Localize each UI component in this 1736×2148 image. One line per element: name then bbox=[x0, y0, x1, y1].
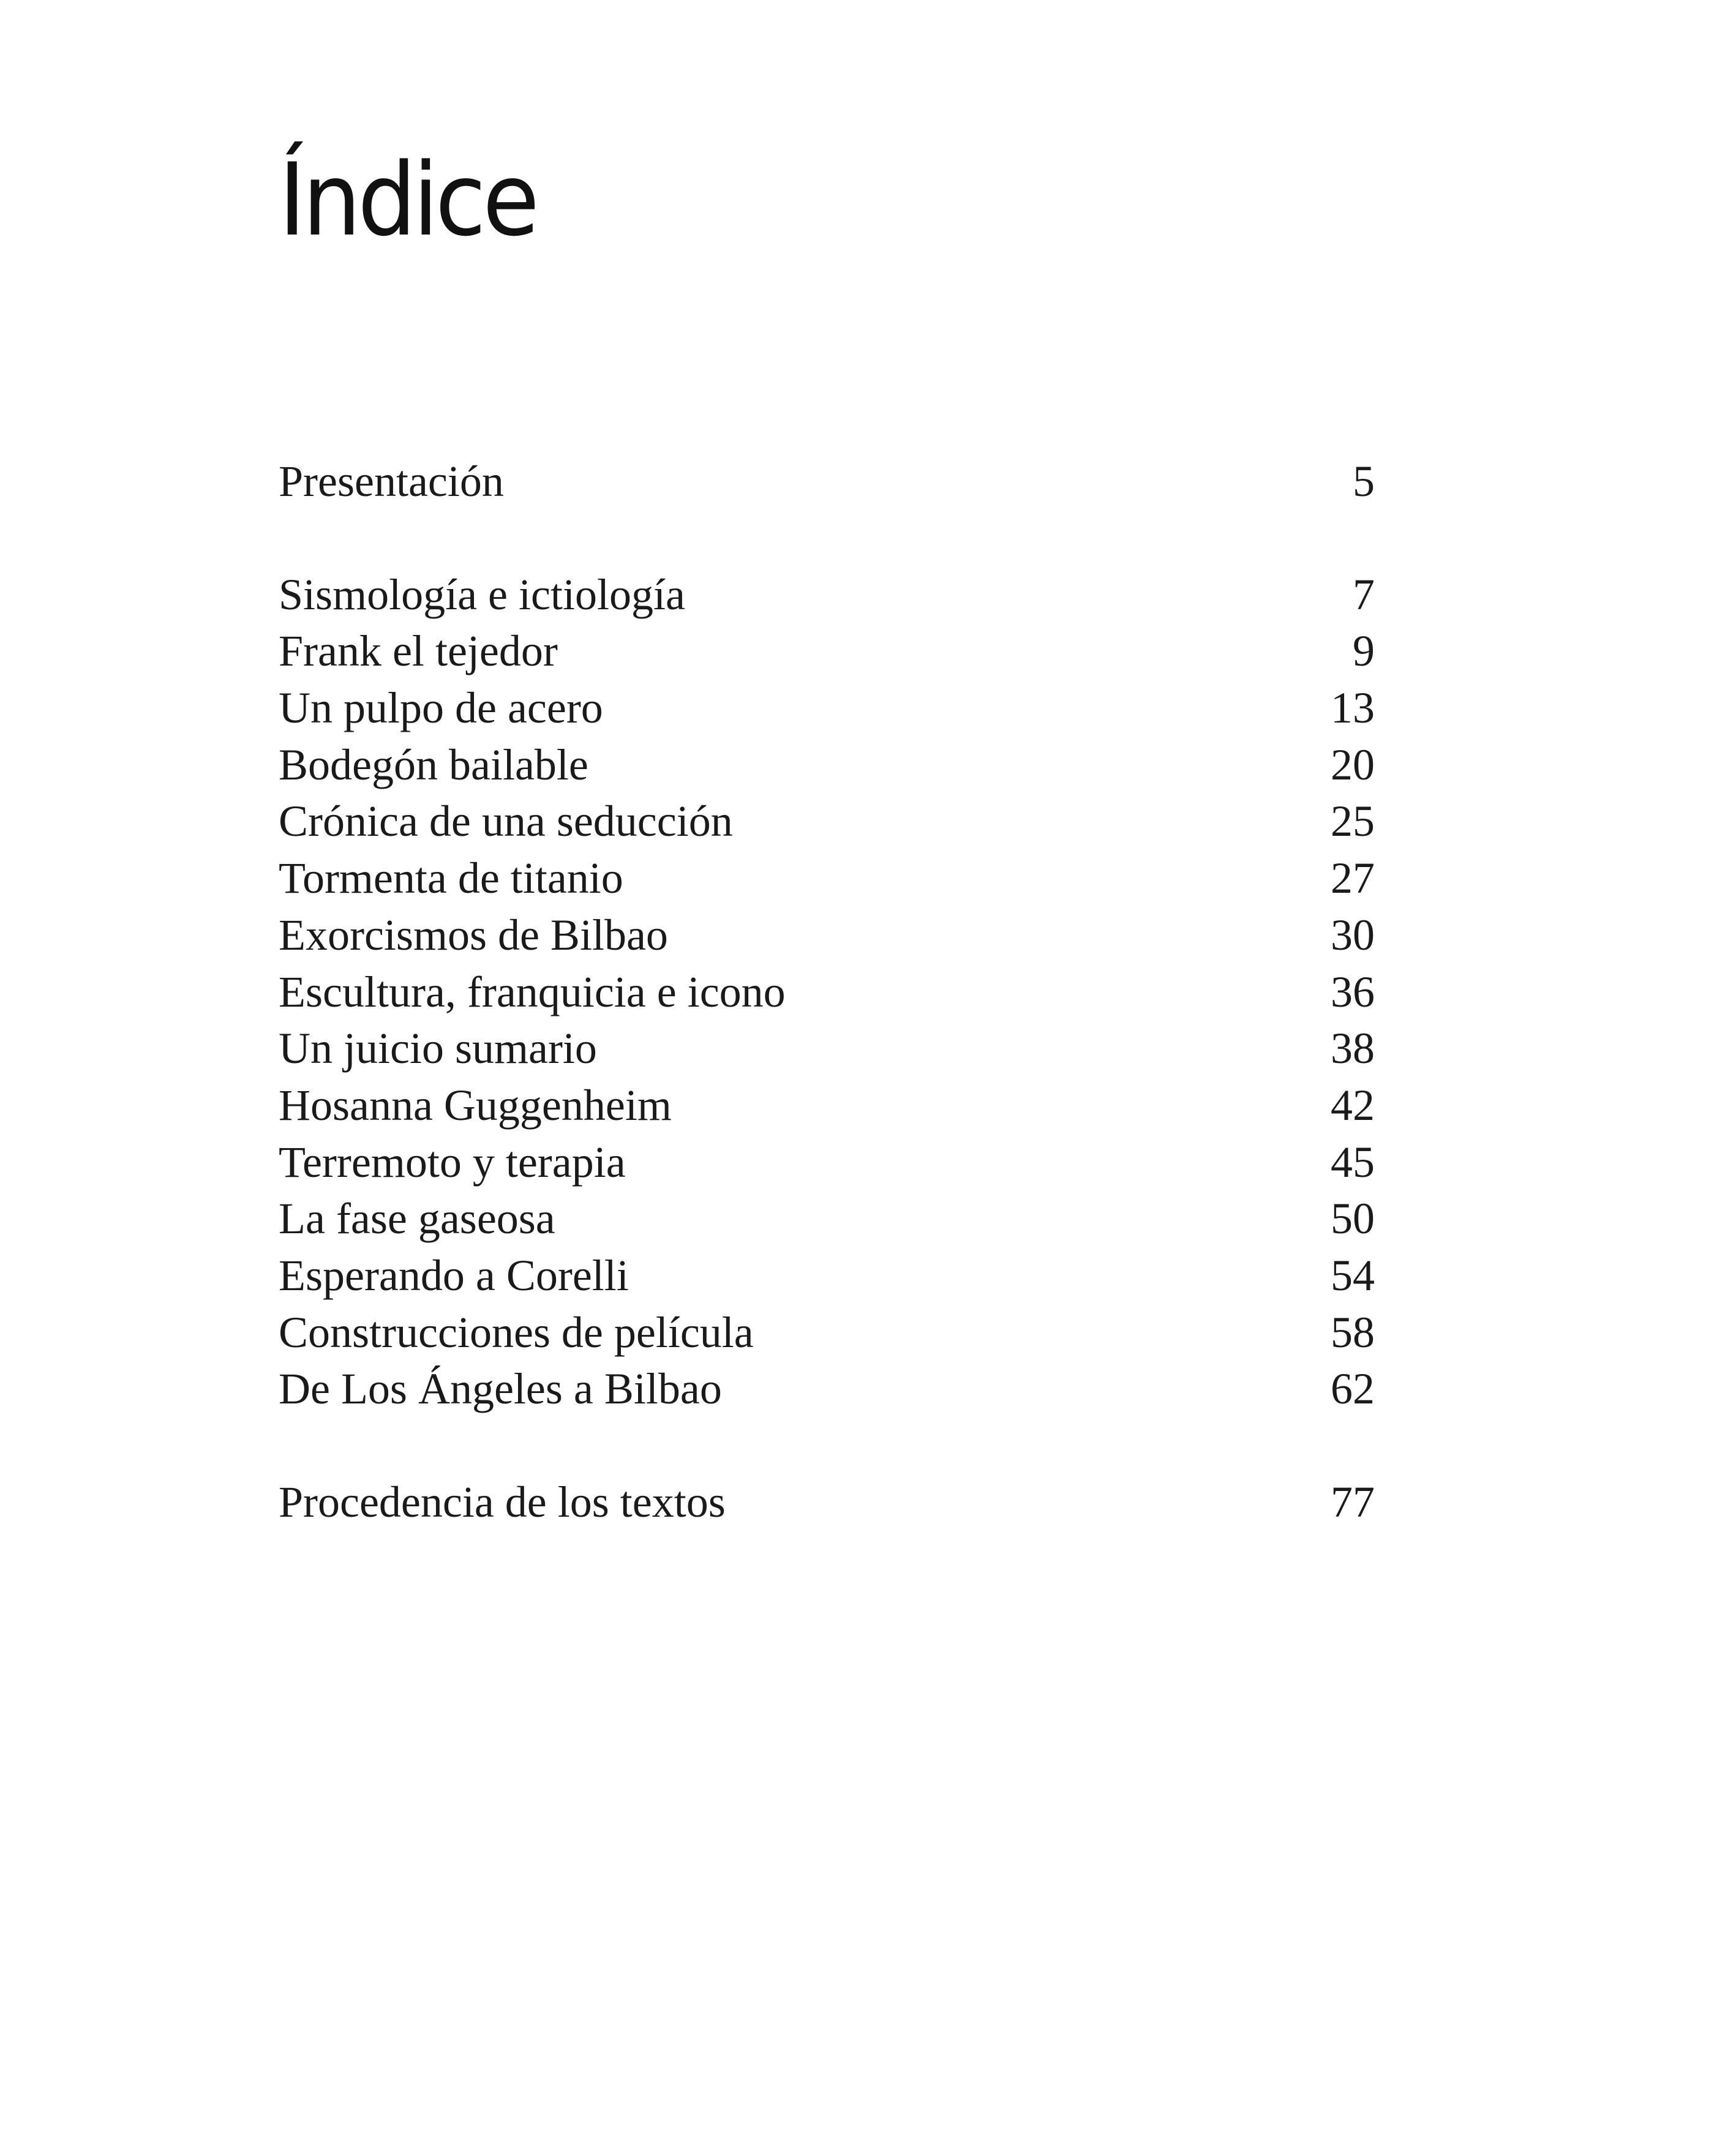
toc-entry-label: Construcciones de película bbox=[279, 1307, 754, 1357]
toc-entry-label: Presentación bbox=[279, 457, 504, 506]
toc-entry-label: La fase gaseosa bbox=[279, 1194, 555, 1244]
toc-entry-label: Crónica de una seducción bbox=[279, 797, 733, 846]
toc-entry[interactable] bbox=[279, 1077, 1375, 1134]
toc-entry[interactable] bbox=[279, 1361, 1375, 1418]
page-title: Índice bbox=[279, 141, 536, 258]
toc-entry-label: Sismología e ictiología bbox=[279, 569, 685, 619]
table-of-contents bbox=[279, 453, 1375, 1531]
toc-entry-page: 27 bbox=[1331, 854, 1375, 903]
toc-entry-page: 54 bbox=[1331, 1250, 1375, 1300]
toc-entry-page: 50 bbox=[1331, 1194, 1375, 1244]
section-spacer bbox=[279, 510, 1375, 566]
toc-entry-page: 42 bbox=[1331, 1080, 1375, 1130]
toc-entry-page: 7 bbox=[1353, 569, 1375, 619]
toc-entry-page: 58 bbox=[1331, 1307, 1375, 1357]
toc-entry-label: Frank el tejedor bbox=[279, 626, 558, 676]
toc-entry-page: 20 bbox=[1331, 740, 1375, 789]
toc-entry[interactable] bbox=[279, 566, 1375, 623]
toc-entry[interactable] bbox=[279, 1190, 1375, 1247]
toc-entry[interactable] bbox=[279, 1134, 1375, 1191]
toc-entry-label: Escultura, franquicia e icono bbox=[279, 967, 786, 1016]
toc-entry-label: Bodegón bailable bbox=[279, 740, 588, 789]
toc-entry[interactable] bbox=[279, 1247, 1375, 1304]
toc-entry[interactable] bbox=[279, 850, 1375, 907]
toc-entry[interactable] bbox=[279, 737, 1375, 794]
toc-entry-page: 62 bbox=[1331, 1364, 1375, 1414]
toc-entry[interactable] bbox=[279, 964, 1375, 1021]
toc-entry-label: De Los Ángeles a Bilbao bbox=[279, 1364, 722, 1414]
toc-entry-label: Un juicio sumario bbox=[279, 1024, 597, 1073]
toc-entry-page: 25 bbox=[1331, 797, 1375, 846]
toc-entry-label: Tormenta de titanio bbox=[279, 854, 623, 903]
toc-entry[interactable] bbox=[279, 1304, 1375, 1361]
toc-entry-label: Esperando a Corelli bbox=[279, 1250, 629, 1300]
toc-entry-page: 13 bbox=[1331, 683, 1375, 733]
toc-entry[interactable] bbox=[279, 1020, 1375, 1077]
toc-entry-page: 30 bbox=[1331, 910, 1375, 959]
toc-entry-page: 45 bbox=[1331, 1137, 1375, 1187]
section-spacer bbox=[279, 1418, 1375, 1474]
toc-entry-page: 9 bbox=[1353, 626, 1375, 676]
toc-entry-page: 77 bbox=[1331, 1478, 1375, 1527]
toc-entry[interactable] bbox=[279, 793, 1375, 850]
toc-entry[interactable] bbox=[279, 623, 1375, 680]
toc-entry-label: Procedencia de los textos bbox=[279, 1478, 726, 1527]
toc-entry[interactable] bbox=[279, 680, 1375, 737]
toc-entry-page: 38 bbox=[1331, 1024, 1375, 1073]
toc-entry-sources[interactable] bbox=[279, 1474, 1375, 1531]
toc-entry[interactable] bbox=[279, 907, 1375, 964]
toc-entry-page: 36 bbox=[1331, 967, 1375, 1016]
toc-entry-label: Terremoto y terapia bbox=[279, 1137, 626, 1187]
toc-entry-label: Hosanna Guggenheim bbox=[279, 1080, 672, 1130]
toc-entry-label: Un pulpo de acero bbox=[279, 683, 603, 733]
toc-entry-intro[interactable] bbox=[279, 453, 1375, 510]
toc-entry-label: Exorcismos de Bilbao bbox=[279, 910, 668, 959]
toc-entry-page: 5 bbox=[1353, 457, 1375, 506]
